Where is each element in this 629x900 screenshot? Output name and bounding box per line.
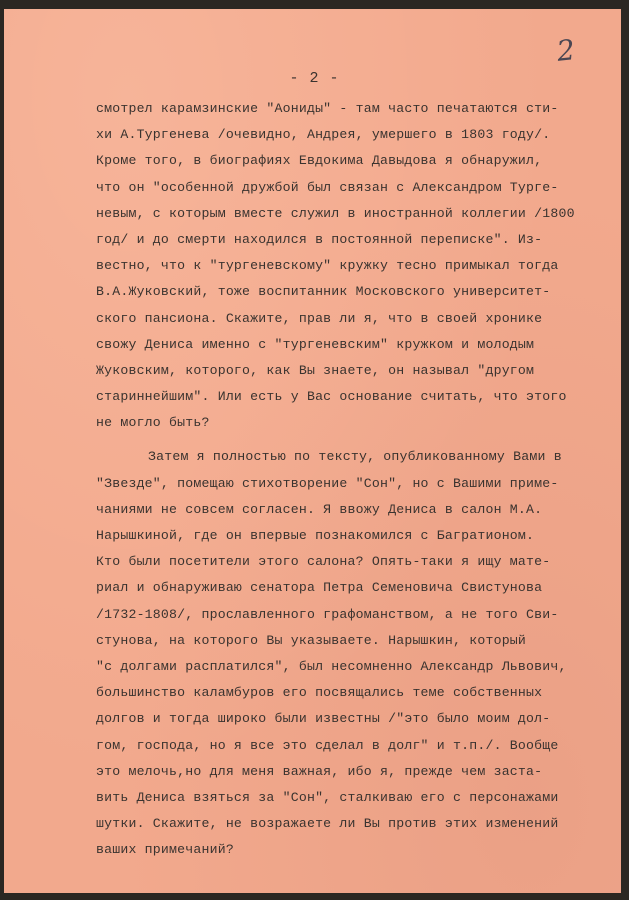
text-line: Нарышкиной, где он впервые познакомился с Багратионом. <box>96 528 535 543</box>
text-line: вестно, что к "тургеневскому" кружку тесно примыкал тогда <box>96 258 559 274</box>
text-line: не могло быть? <box>96 415 210 431</box>
text-line: чаниями не совсем согласен. Я ввожу Дениса в салон М.А. <box>96 501 543 517</box>
text-line: смотрел карамзинские "Аониды" - там часто печатаются сти- <box>96 101 559 116</box>
text-line: гом, господа, но я все это сделал в долг" и т.п./. Вообще <box>96 737 559 753</box>
text-line: "Звезде", помещаю стихотворение "Сон", но с Вашими приме- <box>96 475 559 491</box>
text-line: большинство каламбуров его посвящались теме собственных <box>96 685 543 701</box>
text-line: что он "особенной дружбой был связан с Александром Турге- <box>96 179 559 195</box>
paragraph-2 <box>96 444 616 863</box>
text-line: /1732-1808/, прославленного графоманством, а не того Сви- <box>96 606 559 622</box>
text-line: долгов и тогда широко были известны /"это было моим дол- <box>96 711 551 727</box>
text-line: Затем я полностью по тексту, опубликованному Вами в <box>148 449 562 465</box>
text-line: стариннейшим". Или есть у Вас основание считать, что этого <box>96 389 567 405</box>
text-line: хи А.Тургенева /очевидно, Андрея, умершего в 1803 году/. <box>96 127 551 143</box>
paragraph-1 <box>96 96 616 436</box>
text-line: это мелочь,но для меня важная, ибо я, прежде чем заста- <box>96 763 543 779</box>
text-line: ваших примечаний? <box>96 842 234 858</box>
text-line: свожу Дениса именно с "тургеневским" кружком и молодым <box>96 336 535 352</box>
text-line: вить Дениса взяться за "Сон", сталкиваю его с персонажами <box>96 789 559 805</box>
text-line: стунова, на которого Вы указываете. Нарышкин, который <box>96 632 527 648</box>
handwritten-page-number: 2 <box>555 33 577 68</box>
text-line: год/ и до смерти находился в постоянной переписке". Из- <box>96 231 543 247</box>
text-line: Кто были посетители этого салона? Опять-таки я ищу мате- <box>96 554 551 570</box>
text-line: Жуковским, которого, как Вы знаете, он называл "другом <box>96 362 535 378</box>
text-line: В.А.Жуковский, тоже воспитанник Московского университет- <box>96 284 551 300</box>
text-line: риал и обнаруживаю сенатора Петра Семеновича Свистунова <box>96 580 543 596</box>
text-line: ского пансиона. Скажите, прав ли я, что в своей хронике <box>96 310 543 326</box>
typed-page-header: - 2 - <box>289 70 340 87</box>
text-line: невым, с которым вместе служил в иностранной коллегии /1800 <box>96 205 575 221</box>
text-line: Кроме того, в биографиях Евдокима Давыдова я обнаружил, <box>96 153 543 169</box>
text-line: шутки. Скажите, не возражаете ли Вы против этих изменений <box>96 816 559 832</box>
letter-body <box>96 96 616 863</box>
text-line: "с долгами расплатился", был несомненно Александр Львович, <box>96 658 567 674</box>
